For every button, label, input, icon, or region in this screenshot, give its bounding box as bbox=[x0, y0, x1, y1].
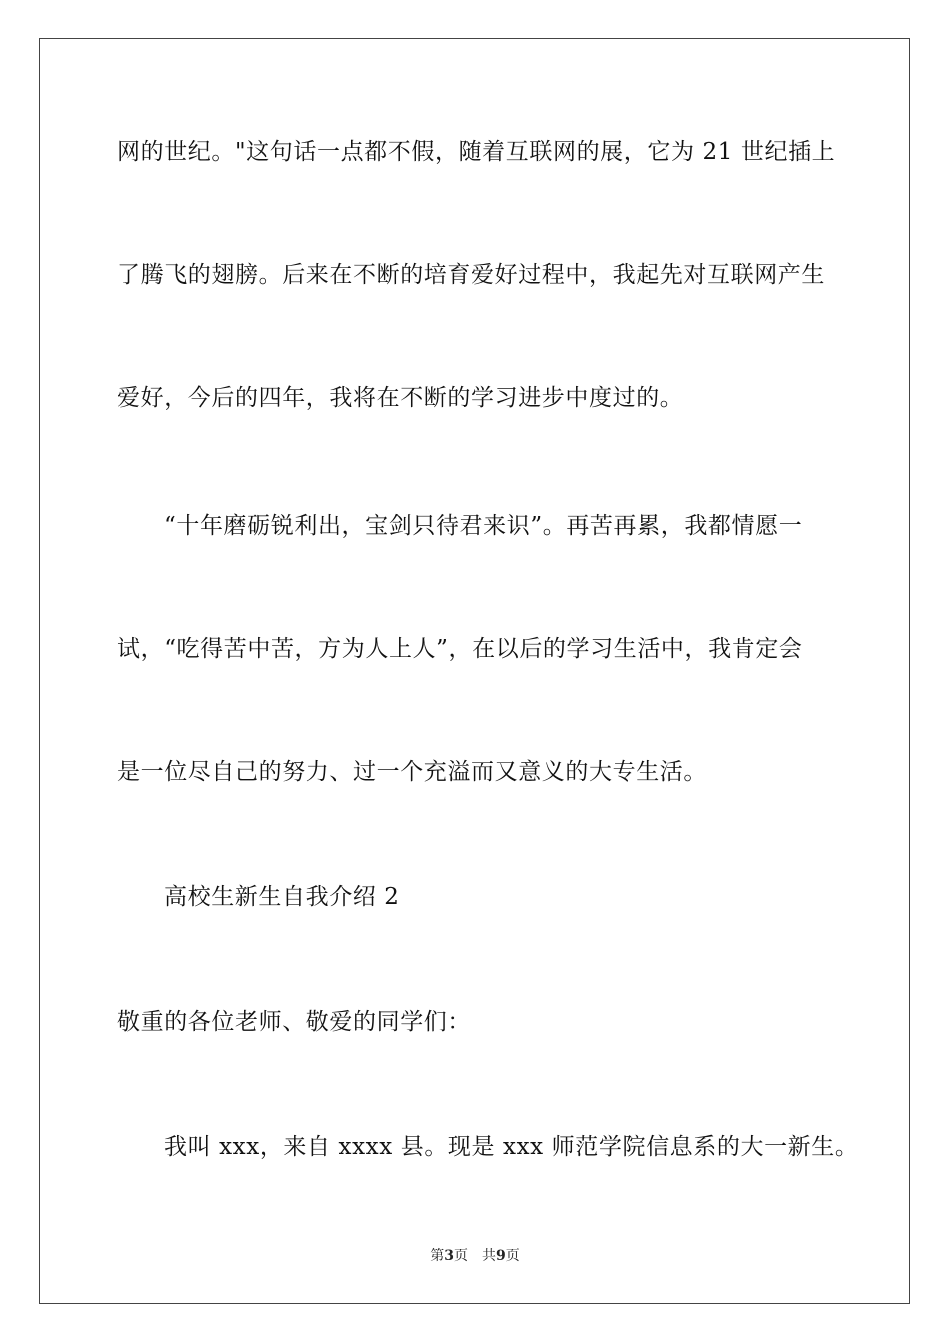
footer-total-suffix: 页 bbox=[505, 1248, 520, 1264]
footer-page-prefix: 第 bbox=[430, 1248, 445, 1264]
page-footer bbox=[0, 1247, 950, 1265]
body-line-5: 试，“吃得苦中苦，方为人上人”，在以后的学习生活中，我肯定会 bbox=[117, 636, 803, 662]
footer-total-prefix: 共 bbox=[482, 1248, 496, 1264]
salutation-line: 敬重的各位老师、敬爱的同学们： bbox=[117, 1009, 471, 1035]
section-heading: 高校生新生自我介绍 2 bbox=[164, 884, 400, 910]
body-line-2: 了腾飞的翅膀。后来在不断的培育爱好过程中，我起先对互联网产生 bbox=[117, 262, 825, 288]
page-border bbox=[39, 38, 910, 1304]
body-line-4: “十年磨砺锐利出，宝剑只待君来识”。再苦再累，我都情愿一 bbox=[164, 513, 803, 539]
footer-page-current: 3 bbox=[444, 1248, 454, 1264]
body-line-1: 网的世纪。"这句话一点都不假，随着互联网的展，它为 21 世纪插上 bbox=[117, 139, 836, 165]
footer-page-total: 9 bbox=[496, 1248, 506, 1264]
footer-page-suffix: 页 bbox=[454, 1248, 468, 1264]
body-line-6: 是一位尽自己的努力、过一个充溢而又意义的大专生活。 bbox=[117, 759, 707, 785]
body-line-7: 我叫 xxx，来自 xxxx 县。现是 xxx 师范学院信息系的大一新生。 bbox=[164, 1134, 859, 1160]
body-line-3: 爱好，今后的四年，我将在不断的学习进步中度过的。 bbox=[117, 385, 684, 411]
